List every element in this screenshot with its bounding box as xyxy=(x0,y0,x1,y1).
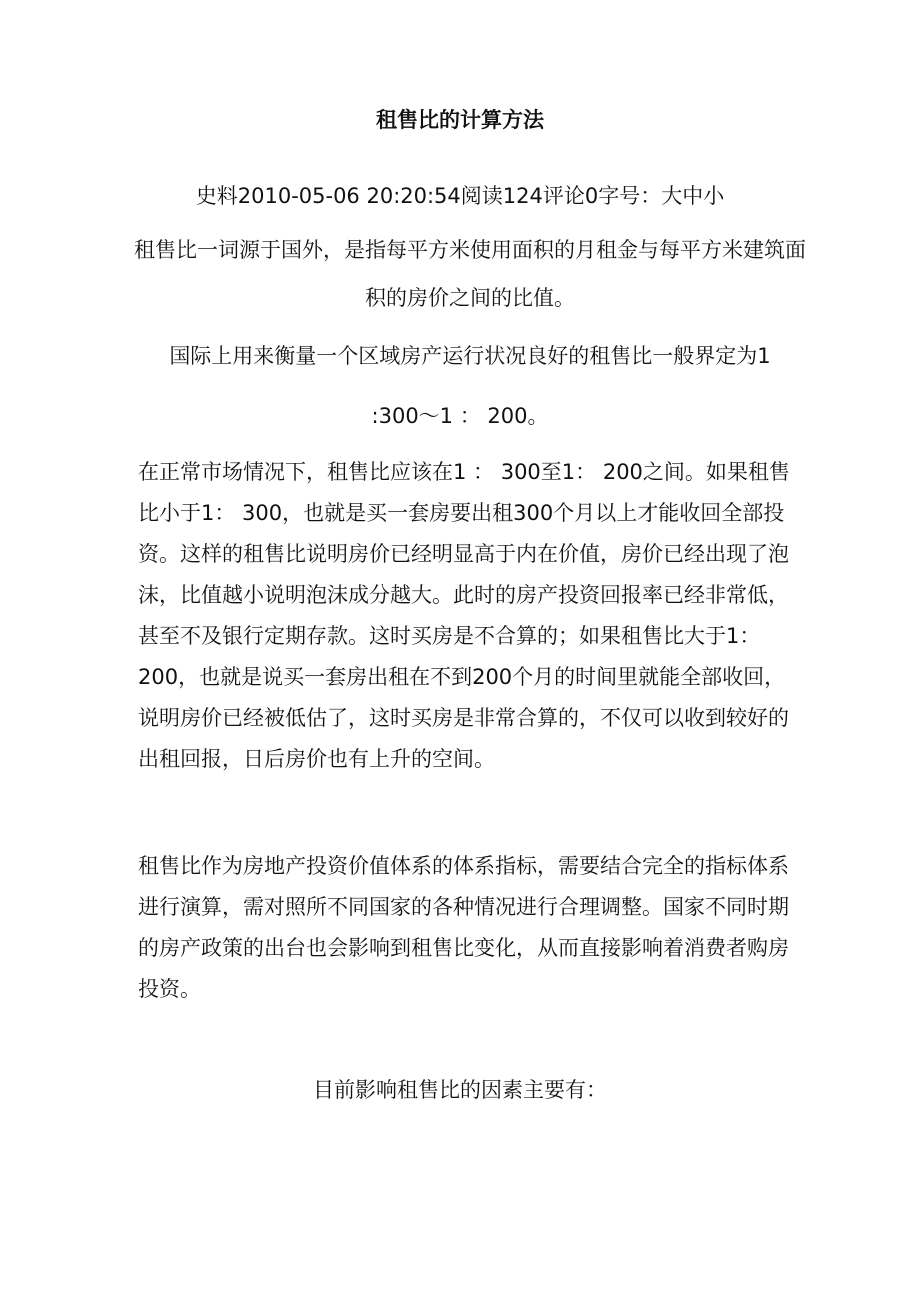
document-title: 租售比的计算方法 xyxy=(376,108,544,132)
standard-ratio-line-1: 国际上用来衡量一个区域房产运行状况良好的租售比一般界定为1 xyxy=(169,344,771,368)
standard-ratio-line-2: :300〜1 ： 200。 xyxy=(371,404,549,428)
intro-paragraph: 租售比一词源于国外，是指每平方米使用面积的月租金与每平方米建筑面积的房价之间的比值。 xyxy=(134,238,806,310)
system-paragraph: 租售比作为房地产投资价值体系的体系指标，需要结合完全的指标体系进行演算，需对照所不同国家的各种情况进行合理调整。国家不同时期的房产政策的出台也会影响到租售比变化，从而直接影响着消费者购房投资。 xyxy=(138,854,789,1001)
factors-heading: 目前影响租售比的因素主要有： xyxy=(313,1078,607,1102)
analysis-paragraph: 在正常市场情况下，租售比应该在1 ： 300至1： 200之间。如果租售比小于1： 300，也就是买一套房要出租300个月以上才能收回全部投资。这样的租售比说明房价已经明显高于内在价值，房价已经出现了泡沫，比值越小说明泡沫成分越大。此时的房产投资回报率已经非常低，甚至不及银行定期存款。这时买房是不合算的；如果租售比大于1： 200，也就是说买一套房出租在不到200个月的时间里就能全部收回，说明房价已经被低估了，这时买房是非常合算的，不仅可以收到较好的出租回报，日后房价也有上升的空间。 xyxy=(138,460,790,771)
post-meta-line: 史料2010-05-06 20:20:54阅读124评论0字号：大中小 xyxy=(195,184,725,208)
